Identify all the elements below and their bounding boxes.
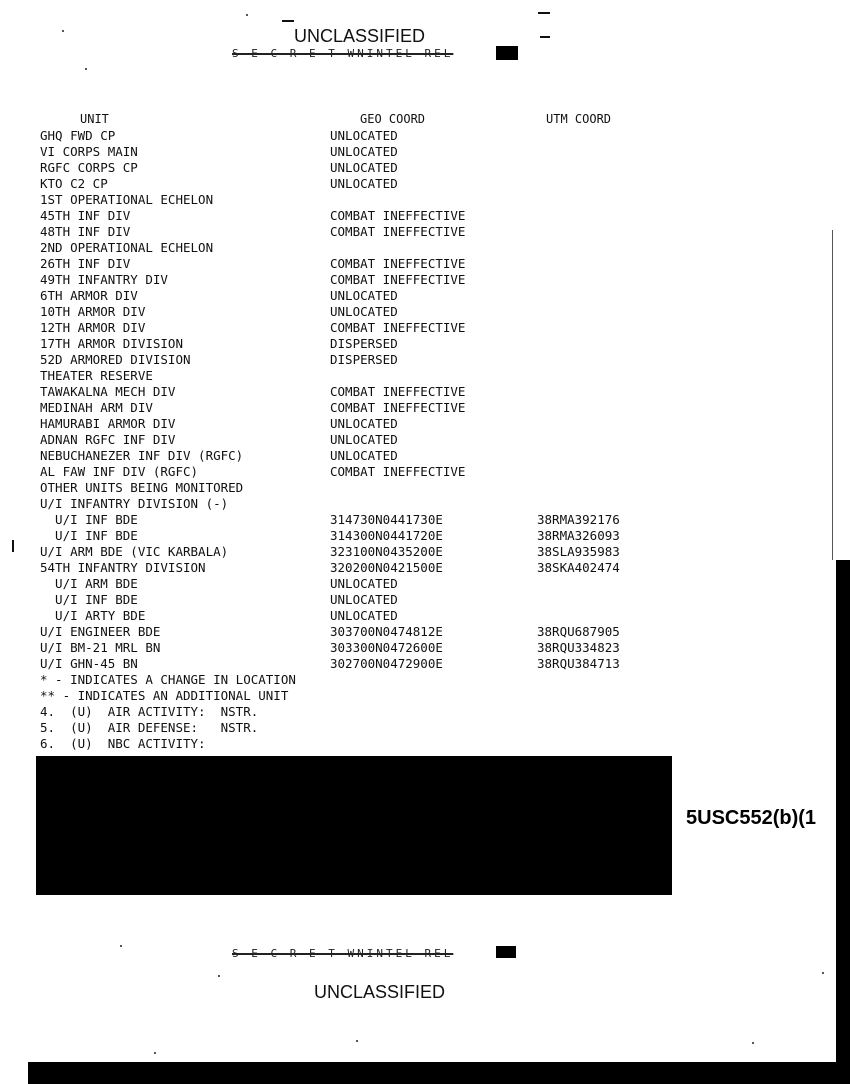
marking-redaction-bottom [496, 946, 516, 958]
unit-cell: U/I ARM BDE [40, 576, 138, 591]
unit-cell: U/I ARTY BDE [40, 608, 146, 623]
unit-cell: VI CORPS MAIN [40, 144, 138, 159]
geo-coord-cell: DISPERSED [330, 352, 398, 367]
unit-cell: 49TH INFANTRY DIV [40, 272, 168, 287]
utm-coord-cell: 38RMA392176 [537, 512, 620, 527]
unit-cell: AL FAW INF DIV (RGFC) [40, 464, 199, 479]
geo-coord-cell: UNLOCATED [330, 128, 398, 143]
marking-redaction-top [496, 46, 518, 60]
unit-cell: U/I BM-21 MRL BN [40, 640, 161, 655]
struck-marking-top: S E C R E T WNINTEL REL [232, 47, 454, 60]
utm-coord-cell: 38RQU384713 [537, 656, 620, 671]
geo-coord-cell: COMBAT INEFFECTIVE [330, 400, 466, 415]
geo-coord-cell: COMBAT INEFFECTIVE [330, 464, 466, 479]
geo-coord-cell: 303700N0474812E [330, 624, 443, 639]
note-line: 5. (U) AIR DEFENSE: NSTR. [40, 720, 259, 735]
geo-coord-cell: UNLOCATED [330, 176, 398, 191]
unit-cell: 45TH INF DIV [40, 208, 131, 223]
geo-coord-cell: UNLOCATED [330, 448, 398, 463]
geo-coord-cell: 323100N0435200E [330, 544, 443, 559]
unit-cell: 17TH ARMOR DIVISION [40, 336, 183, 351]
geo-coord-cell: UNLOCATED [330, 608, 398, 623]
unit-cell: 48TH INF DIV [40, 224, 131, 239]
unit-cell: U/I INFANTRY DIVISION (-) [40, 496, 229, 511]
utm-coord-cell: 38RQU334823 [537, 640, 620, 655]
unit-cell: OTHER UNITS BEING MONITORED [40, 480, 244, 495]
geo-coord-cell: COMBAT INEFFECTIVE [330, 224, 466, 239]
unit-cell: HAMURABI ARMOR DIV [40, 416, 176, 431]
geo-coord-cell: UNLOCATED [330, 592, 398, 607]
scan-speck [154, 1052, 156, 1054]
geo-coord-cell: UNLOCATED [330, 160, 398, 175]
geo-coord-cell: 320200N0421500E [330, 560, 443, 575]
note-line: ** - INDICATES AN ADDITIONAL UNIT [40, 688, 289, 703]
geo-coord-cell: COMBAT INEFFECTIVE [330, 208, 466, 223]
column-header-unit: UNIT [80, 112, 109, 126]
utm-coord-cell: 38SLA935983 [537, 544, 620, 559]
unit-cell: U/I INF BDE [40, 592, 138, 607]
geo-coord-cell: COMBAT INEFFECTIVE [330, 256, 466, 271]
unit-cell: MEDINAH ARM DIV [40, 400, 153, 415]
geo-coord-cell: 302700N0472900E [330, 656, 443, 671]
scan-speck [752, 1042, 754, 1044]
geo-coord-cell: UNLOCATED [330, 144, 398, 159]
column-header-geo-coord: GEO COORD [360, 112, 426, 126]
struck-marking-bottom: S E C R E T WNINTEL REL [232, 947, 454, 960]
scan-speck [356, 1040, 358, 1042]
geo-coord-cell: COMBAT INEFFECTIVE [330, 320, 466, 335]
geo-coord-cell: 303300N0472600E [330, 640, 443, 655]
unit-cell: U/I INF BDE [40, 512, 138, 527]
note-line: 6. (U) NBC ACTIVITY: [40, 736, 206, 751]
scan-speck [822, 972, 824, 974]
unit-cell: U/I ENGINEER BDE [40, 624, 161, 639]
classification-bottom: UNCLASSIFIED [314, 982, 446, 1002]
unit-cell: KTO C2 CP [40, 176, 108, 191]
scan-mark [282, 20, 294, 22]
unit-cell: THEATER RESERVE [40, 368, 153, 383]
unit-cell: 2ND OPERATIONAL ECHELON [40, 240, 214, 255]
unit-cell: TAWAKALNA MECH DIV [40, 384, 176, 399]
page-bottom-shadow [28, 1062, 850, 1084]
unit-cell: U/I ARM BDE (VIC KARBALA) [40, 544, 229, 559]
utm-coord-cell: 38SKA402474 [537, 560, 620, 575]
unit-cell: 54TH INFANTRY DIVISION [40, 560, 206, 575]
unit-cell: ADNAN RGFC INF DIV [40, 432, 176, 447]
unit-cell: GHQ FWD CP [40, 128, 116, 143]
scan-mark [538, 12, 550, 14]
geo-coord-cell: UNLOCATED [330, 288, 398, 303]
unit-cell: U/I GHN-45 BN [40, 656, 138, 671]
page-edge-shadow [836, 560, 850, 1084]
scan-speck [120, 945, 122, 947]
unit-cell: NEBUCHANEZER INF DIV (RGFC) [40, 448, 244, 463]
geo-coord-cell: UNLOCATED [330, 576, 398, 591]
scan-mark [540, 36, 550, 38]
unit-cell: 1ST OPERATIONAL ECHELON [40, 192, 214, 207]
geo-coord-cell: UNLOCATED [330, 432, 398, 447]
geo-coord-cell: COMBAT INEFFECTIVE [330, 272, 466, 287]
classification-top: UNCLASSIFIED [294, 26, 426, 46]
unit-cell: U/I INF BDE [40, 528, 138, 543]
page-edge-line [832, 230, 833, 560]
geo-coord-cell: 314730N0441730E [330, 512, 443, 527]
exemption-label: 5USC552(b)(1 [686, 807, 817, 829]
redaction-block [36, 756, 672, 895]
scan-speck [218, 975, 220, 977]
column-header-utm-coord: UTM COORD [546, 112, 612, 126]
utm-coord-cell: 38RQU687905 [537, 624, 620, 639]
scan-speck [85, 68, 87, 70]
geo-coord-cell: UNLOCATED [330, 416, 398, 431]
scan-speck [246, 14, 248, 16]
unit-cell: 6TH ARMOR DIV [40, 288, 138, 303]
geo-coord-cell: COMBAT INEFFECTIVE [330, 384, 466, 399]
scan-speck [62, 30, 64, 32]
unit-cell: 12TH ARMOR DIV [40, 320, 146, 335]
utm-coord-cell: 38RMA326093 [537, 528, 620, 543]
unit-cell: 10TH ARMOR DIV [40, 304, 146, 319]
geo-coord-cell: UNLOCATED [330, 304, 398, 319]
unit-cell: RGFC CORPS CP [40, 160, 138, 175]
unit-cell: 26TH INF DIV [40, 256, 131, 271]
note-line: * - INDICATES A CHANGE IN LOCATION [40, 672, 296, 687]
scan-mark [12, 540, 14, 552]
note-line: 4. (U) AIR ACTIVITY: NSTR. [40, 704, 259, 719]
geo-coord-cell: DISPERSED [330, 336, 398, 351]
unit-cell: 52D ARMORED DIVISION [40, 352, 191, 367]
geo-coord-cell: 314300N0441720E [330, 528, 443, 543]
